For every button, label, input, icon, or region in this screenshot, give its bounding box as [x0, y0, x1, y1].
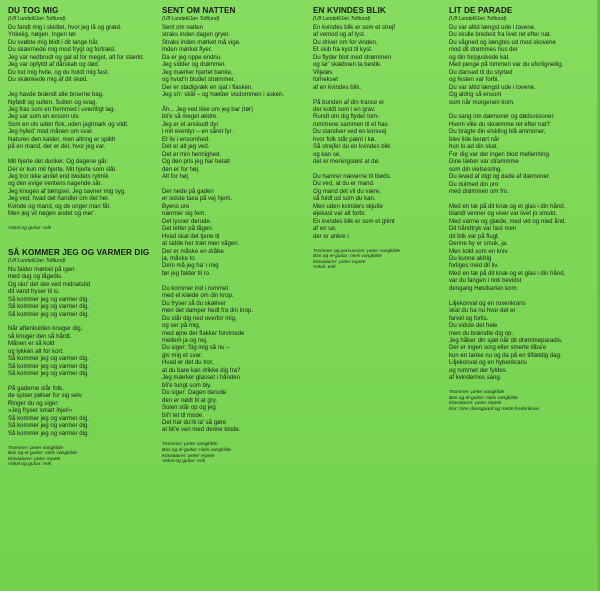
lyric-line: som når morgenen kom. — [449, 99, 515, 106]
lyric-line: med dug og tågedis. — [8, 274, 63, 281]
lyric-line: Jeg fras som en fremmed i uventligt lag. — [8, 106, 116, 113]
song-title: DU TOG MIG — [8, 6, 59, 15]
lyric-line: bli'r let til mode. — [162, 412, 204, 419]
lyric-line: Byens ure — [162, 203, 190, 210]
lyric-line: Så kommer jeg og varmer dig. — [8, 371, 89, 378]
lyric-line: Denne by er smuk, ja. — [449, 241, 508, 248]
stanza — [8, 267, 158, 319]
lyric-line: at sidde her træt men vågen. — [162, 241, 240, 248]
lyric-line: Så kommer jeg og varmer dig. — [8, 356, 89, 363]
stanza — [449, 114, 597, 196]
lyric-line: Du bragte din elskling blå ammoner, — [449, 129, 546, 136]
lyric-line: Jeg er et anskudt dyr — [162, 121, 219, 128]
lyric-line: af kvindernes sang. — [449, 375, 502, 382]
lyric-line: Ringer du og siger: — [8, 400, 60, 407]
song-block — [8, 6, 158, 232]
lyric-line: Du var altid længst ude i tovene. — [449, 84, 536, 91]
stanza — [8, 25, 158, 85]
lyric-line: Så kommer jeg og varmer dig. — [8, 311, 89, 318]
lyric-line: En kvindes blik er som et glimt — [313, 218, 395, 225]
lyric-line: før jeg falder til ro. — [162, 270, 211, 277]
lyric-line: Du skænkede mig af dit skød. — [8, 77, 88, 84]
lyric-line: Du dulmed din uro — [449, 181, 499, 188]
musician-credit-line: Bas og el-guitar: niels vangkilde — [313, 254, 383, 260]
lyric-line: det er meningsløst at dø. — [313, 159, 380, 166]
lyric-line: Jeg var nedbrudt og gal af for meget, alt for stærkt. — [8, 54, 145, 61]
lyric-line: i mit eventyr – en såret fyr. — [162, 129, 233, 136]
lyric-line: Jeg mærker hjertet banke, — [162, 69, 233, 76]
song-block — [162, 6, 312, 465]
lyric-line: mod dit drømmes hus der — [449, 47, 518, 54]
musician-credits — [8, 226, 158, 232]
musician-credit-line: Bas og el-guitar: niels vangkilde — [8, 451, 78, 457]
lyric-line: Jeg sidder og drømmer. — [162, 62, 226, 69]
lyric-line: giv mig et svar. — [162, 352, 203, 359]
lyric-line: var du fangen i nok bevidst — [449, 278, 522, 285]
song-credit: (Ulf Lundell/Jan Toftlund) — [449, 16, 507, 22]
lyric-line: og hvod'n blodet strømmer. — [162, 77, 236, 84]
stanza — [313, 25, 463, 92]
lyric-line: mellem ja og nej. — [162, 337, 208, 344]
lyric-line: med et klæde om din krop. — [162, 293, 234, 300]
lyric-line: Inden mørket flyer. — [162, 47, 213, 54]
lyric-line: der er ankre i. — [313, 233, 351, 240]
song-gap — [8, 238, 158, 248]
lyric-line: Du skulle bredest fra livet ret efter nat. — [449, 32, 552, 39]
lyric-line: Som en ulv uden flok, uden jagtmark og vildt. — [8, 121, 129, 128]
lyric-line: dit vand fryser til is. — [8, 289, 60, 296]
lyric-line: Du siger: Dagen derude — [162, 390, 227, 397]
lyric-line: Du kunne aldrig — [449, 256, 492, 263]
lyric-line: og rummet der fyldes — [449, 367, 506, 374]
lyric-line: Så kommer jeg og varmer dig. — [8, 296, 89, 303]
stanza — [162, 286, 312, 435]
lyric-line: skal du ha nu hvor det er — [449, 308, 516, 315]
musician-credit-line: Vokal og guitar: erik — [8, 462, 52, 468]
lyric-line: blev lide berørt når — [449, 136, 500, 143]
column-1 — [8, 6, 158, 474]
musician-credit-line: Klaviaturer: peter repete — [8, 456, 61, 462]
lyric-line: Alt for høj. — [162, 174, 190, 181]
musician-credit-line: Trommer: peter vangkilde — [449, 390, 505, 396]
musician-credits — [313, 249, 463, 271]
lyric-line: farvel og forlis. — [449, 315, 489, 322]
stanza — [8, 159, 158, 219]
lyric-line: For dig var der ingen blod mellemting. — [449, 151, 551, 158]
lyric-line: Du skærmede mig mod frygt og fortræd. — [8, 47, 116, 54]
lyric-line: af en kvindes blik. — [313, 84, 362, 91]
lyric-line: Men kold som en kniv. — [449, 248, 509, 255]
lyric-line: Det har du'rk la' så gøre — [162, 419, 227, 426]
lyric-line: Det letter på tågen. — [162, 226, 214, 233]
musician-credit-line: Klaviaturer: peter repete — [313, 259, 366, 265]
lyric-line: dit blik var på flugt. — [449, 233, 500, 240]
lyric-line: blandt venner og viser var livet jo smukt. — [449, 211, 557, 218]
lyric-line: Hvad er det du tror, — [162, 360, 214, 367]
lyric-line: Du leved af digt og dade af dæmoner. — [449, 174, 551, 181]
musician-credit-line: Trommer: peter vangkilde — [162, 442, 218, 448]
lyric-line: »Jeg fryser smart ihjel!« — [8, 408, 73, 415]
lyric-line: Og sku' det ske ved midnatstid — [8, 281, 91, 288]
musician-credit-line: Trommer og percussion: peter vangkilde — [313, 248, 401, 254]
lyric-line: at du bare kan drikke dig fra? — [162, 367, 241, 374]
song-title: LIT DE PARADE — [449, 6, 513, 15]
stanza — [313, 174, 463, 241]
lyric-line: Så kommer jeg og varmer dig. — [8, 304, 89, 311]
lyric-line: men du brændte dig op. — [449, 330, 514, 337]
lyric-line: En kvindes blik er som et strejf — [313, 25, 395, 31]
lyric-line: Der er kun mit hjerte. Mit hjerte som slår. — [8, 166, 117, 173]
lyric-line: Der nede på gaden — [162, 188, 214, 195]
stanza — [162, 25, 312, 100]
lyric-line: Du hamrer næverne til bløds. — [313, 174, 392, 181]
lyric-line: Og aldrig så ensom — [449, 92, 502, 99]
lyric-line: med øjne der flakker forvirrede — [162, 330, 245, 337]
musician-credit-line: Klaviaturer: peter repete — [449, 401, 502, 407]
lyric-line: bli'e tungt som bly. — [162, 382, 212, 389]
lyric-line: Men uden kvinders skjulte — [313, 203, 383, 210]
lyric-line: nærmer sig fem. — [162, 211, 207, 218]
lyric-line: Der er måske en dråbe — [162, 248, 224, 255]
lyric-line: Og den pris jeg har betalt — [162, 159, 230, 166]
lyric-line: Jeg havde brændt alle broerne bag. — [8, 92, 104, 99]
song-title: SÅ KOMMER JEG OG VARMER DIG — [8, 247, 150, 257]
lyric-line: de spiser pølser for sig selv. — [8, 393, 83, 400]
lyric-line: på en mand, der er dér, hvor jeg var. — [8, 144, 106, 151]
lyric-line: Med varme og glæde, med vid og med ånd. — [449, 218, 566, 225]
column-4 — [449, 6, 597, 419]
lyric-line: Ynkelig, nøgen. Ingen tør. — [8, 32, 78, 39]
lyric-line: Så strejfer du en kvindes blik — [313, 144, 391, 151]
song-credit: (Ulf Lundell/Jan Toftlund) — [162, 16, 220, 22]
stanza — [162, 107, 312, 182]
lyric-line: Når aftenkulden knuger dig, — [8, 326, 83, 333]
lyric-line: at bli'e ven med denne klode. — [162, 427, 241, 434]
song-credit: (Ulf Lundell/Jan Toftlund) — [8, 16, 66, 22]
lyric-line: men det damper hedt fra din krop. — [162, 308, 254, 315]
lyric-line: På bunden af din trance er — [313, 99, 385, 106]
column-3 — [313, 6, 463, 277]
stanza — [313, 100, 463, 167]
lyric-line: Liljekonval og en hybenkrans — [449, 360, 527, 367]
lyric-line: og ser på mig, — [162, 323, 201, 330]
lyric-line: Det er alt jeg ved. — [162, 144, 210, 151]
song-credit: (Ulf Lundell/Jan Toftlund) — [8, 257, 66, 264]
musician-credit-line: Vokal og guitar: erik — [162, 459, 206, 465]
musician-credits — [8, 446, 158, 468]
lyric-line: den er for høj. — [162, 166, 200, 173]
lyric-line: med drømmen om fro. — [449, 188, 509, 195]
lyric-line: af vemod og af lyst. — [313, 32, 366, 39]
lyric-line: Jeg var opfyldt af dårskab og død. — [8, 62, 100, 69]
lyric-line: Jeg mærker glasset i hånden — [162, 375, 240, 382]
lyric-line: Du driver om for vinden. — [313, 39, 378, 46]
stanza — [449, 204, 597, 293]
lyric-line: Nu falder mørket på igen — [8, 266, 75, 273]
musician-credit-line: Vokal og guitar: erik — [8, 226, 52, 232]
lyric-line: Du svøbte mig blidt i dit lange hår. — [8, 39, 100, 46]
lyric-line: og lykken alt for kort. — [8, 348, 64, 355]
song-title: SENT OM NATTEN — [162, 6, 236, 15]
lyric-line: hvor folk står pænt i kø. — [313, 136, 377, 143]
lyric-line: og din forpjuskede kat. — [449, 54, 510, 61]
lyric-line: Med en tæ på dit knæ og et glas i din hånd, — [449, 270, 566, 277]
column-2 — [162, 6, 312, 471]
lyric-line: Hvem ville du skræmme ret efter nat? — [449, 121, 550, 128]
stanza — [8, 92, 158, 152]
lyric-line: Du ved, at du er mand. — [313, 181, 375, 188]
lyric-line: Liljekonval og en rosenkrans — [449, 300, 526, 307]
lyric-line: Du fryser så du skælver — [162, 300, 226, 307]
lyric-line: Månen er så kold — [8, 341, 55, 348]
lyric-line: Du siger: Sig mig så nu – — [162, 345, 230, 352]
lyric-line: rummene sammen til et hav. — [313, 121, 389, 128]
musician-credit-line: Kor: trine dansgaard og mette frederiksen — [449, 406, 540, 412]
lyric-line: Du fandt mig i skidtet, hvor jeg lå og græd. — [8, 25, 122, 31]
song-block — [313, 6, 463, 271]
lyric-line: Med en tæ på dit knæ og et glas i din hånd, — [449, 203, 566, 210]
stanza — [8, 386, 158, 438]
lyric-line: Og mand det vil du være, — [313, 188, 381, 195]
stanza — [449, 25, 597, 107]
lyric-line: Du standser ved en korsvej — [313, 129, 387, 136]
lyric-line: Rundt om dig flyder tom- — [313, 114, 380, 121]
lyric-line: Jeg tror ikke andet end blodets rytmik — [8, 174, 109, 181]
lyric-line: Med penge på lommen var du uforligneilig. — [449, 62, 564, 69]
lyric-line: Du flyder blot med strømmen — [313, 54, 391, 61]
lyric-line: Straks inden mørket må vige. — [162, 39, 241, 46]
lyric-line: øjekast var alt forbi. — [313, 211, 366, 218]
lyric-line: af en sø, — [313, 226, 337, 233]
lyric-line: er sidste taxa på vej hjem. — [162, 196, 233, 203]
stanza — [8, 326, 158, 378]
lyric-line: Jeg håber din sjæl når dit drømmeparadis. — [449, 337, 563, 344]
song-block — [449, 6, 597, 413]
musician-credits — [449, 390, 597, 412]
lyric-line: Du var altid længst ude i tovene. — [449, 25, 536, 31]
lyric-line: straks inden dagen gryer. — [162, 32, 230, 39]
lyric-line: Et skib fra kyst til kyst. — [313, 47, 373, 54]
lyric-line: Jeg ved, hvad det handler om det her. — [8, 196, 110, 203]
lyric-line: Jeg var som en ensom ulv. — [8, 114, 80, 121]
lyric-line: Naturen den kalder, men altring er spildt — [8, 136, 116, 143]
lyric-line: På gaderne står folk, — [8, 386, 64, 392]
song-block — [8, 238, 158, 468]
lyric-line: den er nødt til at gry. — [162, 397, 218, 404]
lyric-line: Mit hjerte det dunker. Og dagene går. — [8, 159, 108, 166]
lyric-line: Du står dig ned overfor mig, — [162, 315, 237, 322]
lyric-line: Der er ingen sorg eller smerte tilba'e — [449, 345, 547, 352]
lyric-line: så fuldt ud som du kan. — [313, 196, 376, 203]
lyric-line: Jeg si'r: skål – og hælder visdommen i asken. — [162, 92, 285, 99]
lyric-line: bli'e så meget ældre. — [162, 114, 218, 121]
lyric-line: Kvinde og mand, og de unger man får. — [8, 203, 111, 210]
musician-credit-line: Klaviaturer: peter repete — [162, 453, 215, 459]
lyric-line: forliges med dit liv. — [449, 263, 499, 270]
lyric-line: Viljeløs — [313, 69, 333, 76]
lyric-line: Så kommer jeg og varmer dig. — [8, 415, 89, 422]
lyric-line: så knuger den så hårdt. — [8, 333, 72, 340]
lyric-line: Sent om natten — [162, 25, 204, 31]
lyric-line: kun en tanke nu og da på en tilfældig dag. — [449, 352, 562, 359]
lyric-line: og den evige ventens nagende sår. — [8, 181, 103, 188]
lyric-line: Du vågned og længtes ud mod skovene — [449, 39, 556, 46]
lyric-line: hun lo ad din skat. — [449, 144, 499, 151]
lyric-line: Du kommer ind i rummet — [162, 285, 229, 292]
musician-credit-line: Bas og el-guitar: niels vangkilde — [162, 447, 232, 453]
lyric-line: Det er min hemlighed. — [162, 151, 222, 158]
lyric-line: Så kommer jeg og varmer dig. — [8, 363, 89, 370]
lyric-line: Det lysner derude. — [162, 218, 212, 225]
stanza — [162, 189, 312, 278]
lyric-line: Hvad skal det tjene til — [162, 233, 220, 240]
lyric-line: dengang Høstkarlen kom. — [449, 285, 519, 292]
lyric-line: Du sang om dæmoner og dødsvisioner. — [449, 114, 555, 121]
lyric-line: og festen var forbi. — [449, 77, 500, 84]
lyric-line: Så kommer jeg og varmer dig. — [8, 430, 89, 437]
lyric-line: Jeg hyled' mod månen om svar. — [8, 129, 94, 136]
song-title: EN KVINDES BLIK — [313, 6, 386, 15]
lyric-line: Der er stadigvæk en sjat i flasken. — [162, 84, 254, 91]
song-credit: (Ulf Lundell/Jan Toftlund) — [313, 16, 371, 22]
lyric-line: Nyfødt og sulten. Sulten og svag. — [8, 99, 98, 106]
lyric-line: ja, måske to. — [162, 256, 197, 263]
lyric-line: Du dansed til du styrted — [449, 69, 513, 76]
lyric-line: Dine læber var strammme — [449, 159, 519, 166]
lyric-line: Du lod mig hvile, og du holdt mig fast. — [8, 69, 109, 76]
lyric-line: Åh... Jeg ved ikke om jeg bar (tør) — [162, 106, 254, 113]
musician-credits — [162, 442, 312, 464]
lyric-line: Dit håndtryk var fast men — [449, 226, 517, 233]
lyric-line: Dem må jeg ha' i mig — [162, 263, 219, 270]
musician-credit-line: Bas og el-guitar: niels vangkilde — [449, 395, 519, 401]
musician-credit-line: Trommer: peter vangkilde — [8, 445, 64, 451]
lyric-line: Så kommer jeg og varmer dig. — [8, 423, 89, 430]
lyric-line: Du vidste det hele — [449, 323, 498, 330]
lyric-line: der koldt som i en grav. — [313, 106, 376, 113]
musician-credit-line: Vokal: erik — [313, 265, 336, 271]
lyric-line: og lar' skæbnen ta bestik. — [313, 62, 382, 69]
lyric-line: Et liv i ensomhed. — [162, 136, 210, 143]
stanza — [449, 301, 597, 383]
lyric-line: og kan se, — [313, 151, 341, 158]
lyric-line: Solen står op og jeg — [162, 405, 216, 412]
lyric-line: forhekset — [313, 77, 338, 84]
lyric-line: Da er jeg oppe endnu. — [162, 54, 222, 61]
lyric-line: som din vielsesring. — [449, 166, 503, 173]
lyric-line: Men jeg vil nøgen andet og mer'. — [8, 211, 96, 218]
lyric-line: Jeg knuges af tængsel. Jeg savner mig syg. — [8, 188, 126, 195]
